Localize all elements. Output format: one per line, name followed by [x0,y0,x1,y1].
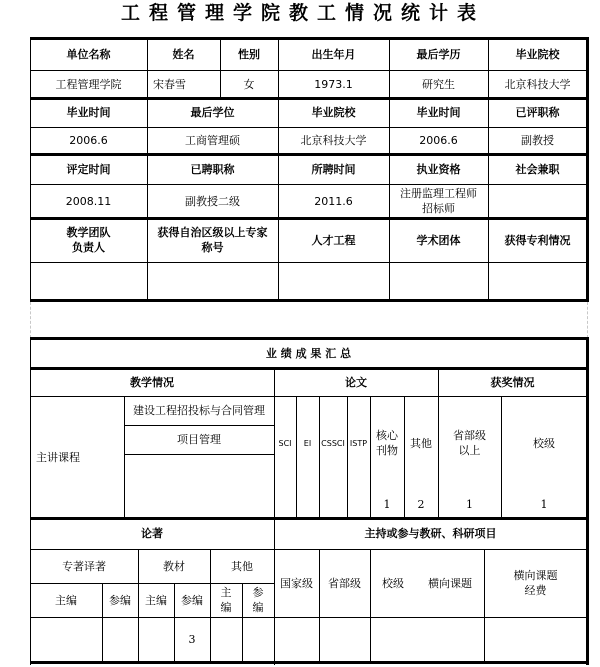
field-value [30,184,147,218]
field-label-text: 毕业时间 [66,106,111,119]
field-label [389,154,488,184]
page-break-line [587,302,588,338]
field-value-text: 注册监理工程师 招标师 [400,187,477,215]
works-group-text: 教材 [163,559,185,573]
field-value [220,70,278,98]
paper-count [296,490,319,518]
works-role [102,583,138,617]
field-label [488,98,587,127]
award-count [501,490,587,518]
grid-line [278,38,279,300]
field-label-text: 获得自治区级以上专家 称号 [157,226,268,254]
grid-line [296,396,297,518]
works-count [242,617,274,662]
award-level [501,396,587,490]
grid-line [370,396,371,518]
field-label-text: 获得专利情况 [504,233,571,247]
field-label-text: 社会兼职 [515,162,560,176]
field-value [488,70,587,98]
grid-line [370,549,371,662]
field-label-text: 最后学历 [416,47,461,61]
field-label [220,38,278,70]
field-value [488,184,587,218]
paper-type [296,396,319,490]
course-name-text: 项目管理 [177,433,221,446]
project-funding-text: 横向课题 经费 [513,569,558,597]
field-value-text: 2011.6 [314,194,353,208]
award-level-text: 校级 [533,436,555,450]
project-level [274,549,319,617]
paper-type-text: EI [303,438,312,448]
projects-header [274,518,587,549]
field-value [488,262,587,300]
works-count [102,617,138,662]
field-label-text: 评定时间 [66,162,111,176]
field-label [147,218,278,262]
field-value [278,127,389,154]
paper-count [404,490,438,518]
project-funding [484,549,587,617]
field-label [147,154,278,184]
grid-line [319,549,320,662]
works-count-text: 3 [188,633,196,646]
grid-line [488,38,489,300]
paper-type-text: 核心 刊物 [376,429,398,457]
grid-line [30,396,589,397]
grid-line [30,37,589,40]
field-label-text: 性别 [238,47,260,61]
teaching-header-text: 教学情况 [130,375,174,389]
works-role [210,583,242,617]
grid-line [30,299,589,302]
grid-line [147,38,148,300]
field-value-text: 副教授二级 [185,194,240,208]
section-title-text: 业 绩 成 果 汇 总 [265,346,352,360]
project-count [484,617,587,662]
field-value [147,262,278,300]
page-title: 工程管理学院教工情况统计表 [120,2,485,24]
field-value [278,70,389,98]
field-value-text: 女 [243,77,255,91]
field-label-text: 出生年月 [311,47,356,61]
project-level-text: 横向课题 [428,576,472,590]
field-value-text: 2006.6 [419,134,458,147]
field-label-text: 姓名 [172,47,195,61]
project-level [370,549,484,617]
works-role-text: 主编 [145,593,167,607]
field-label-text: 单位名称 [66,47,111,61]
field-value-text: 研究生 [422,77,455,91]
course-name [124,396,274,425]
grid-line [586,38,589,301]
field-label-text: 所聘时间 [311,162,356,176]
paper-type [347,396,370,490]
course-name [124,454,274,518]
paper-count [274,490,296,518]
field-value-text: 宋春雪 [153,77,186,91]
teaching-header [30,368,274,396]
project-level-text: 校级 [382,576,404,590]
field-label [30,154,147,184]
field-value-text: 工商管理硕 [185,134,240,147]
project-level-text: 省部级 [328,576,361,590]
grid-line [124,396,125,518]
projects-header-text: 主持或参与教研、科研项目 [364,527,497,540]
field-value-text: 2006.6 [69,134,108,147]
project-level [319,549,370,617]
course-label [30,396,124,518]
field-value [147,127,278,154]
works-group-text: 其他 [231,559,253,573]
field-value [278,184,389,218]
field-label-text: 毕业院校 [311,106,356,119]
field-value [30,127,147,154]
grid-line [30,583,274,584]
paper-type-text: SCI [278,438,292,448]
grid-line [174,583,175,662]
field-value-text: 北京科技大学 [300,134,367,147]
grid-line [30,549,589,550]
field-value [147,184,278,218]
field-label [278,98,389,127]
works-group [30,549,138,583]
grid-line [30,153,589,156]
field-label-text: 最后学位 [190,106,235,119]
works-role-text: 参编 [109,593,131,607]
field-value [278,262,389,300]
field-value-text: 副教授 [521,134,554,147]
grid-line [220,38,221,98]
works-role-text: 主 编 [220,586,232,614]
field-value-text: 2008.11 [65,194,112,208]
field-value [389,262,488,300]
field-label [389,38,488,70]
works-group [138,549,210,583]
grid-line [347,396,348,518]
works-count [210,617,242,662]
grid-line [30,661,589,664]
works-header-text: 论著 [141,527,163,540]
field-value [147,70,220,98]
works-count [30,617,102,662]
paper-type-text: ISTP [349,438,368,448]
field-label [488,38,587,70]
project-count [274,617,319,662]
grid-line [124,425,274,426]
grid-line [319,396,320,518]
field-value [30,262,147,300]
section-title [30,338,587,368]
paper-count [347,490,370,518]
works-role [138,583,174,617]
field-label [278,154,389,184]
field-label [488,154,587,184]
project-level-text: 国家级 [280,576,313,590]
works-role-text: 参编 [181,593,203,607]
field-value [389,127,488,154]
field-label-text: 教学团队 负责人 [66,226,111,254]
works-count [174,617,210,662]
works-count [138,617,174,662]
works-role [242,583,274,617]
works-role [174,583,210,617]
project-count [370,617,484,662]
field-label [30,98,147,127]
grid-line [501,396,502,518]
grid-line [210,549,211,662]
grid-line [30,617,589,618]
papers-header [274,368,438,396]
course-label-text: 主讲课程 [36,450,80,464]
grid-line [30,38,31,300]
grid-line [102,583,103,662]
awards-header-text: 获奖情况 [490,375,535,389]
field-label [30,218,147,262]
field-label [30,38,147,70]
works-header [30,518,274,549]
field-label-text: 人才工程 [311,233,356,247]
field-label-text: 已聘职称 [190,162,235,176]
page-break-line [30,302,31,338]
grid-line [438,368,439,518]
papers-header-text: 论文 [345,375,367,389]
field-label [278,218,389,262]
grid-line [30,70,589,71]
field-label [147,98,278,127]
paper-type-text: CSSCI [321,438,345,448]
works-group [210,549,274,583]
paper-count [370,490,404,518]
paper-type [404,396,438,490]
paper-count [319,490,347,518]
field-label [147,38,220,70]
grid-line [30,97,589,100]
grid-line [30,262,589,263]
field-label [389,98,488,127]
award-level [438,396,501,490]
paper-count-text: 1 [383,497,391,511]
field-value [488,127,587,154]
grid-line [30,217,589,220]
works-role [30,583,102,617]
course-name [124,425,274,454]
grid-line [484,549,485,662]
field-label [278,38,389,70]
project-count [319,617,370,662]
paper-type-text: 其他 [410,436,432,450]
grid-line [30,127,589,128]
field-label-text: 学术团体 [416,233,461,247]
field-label [488,218,587,262]
paper-type [370,396,404,490]
grid-line [138,549,139,662]
field-label-text: 毕业时间 [416,106,461,119]
grid-line [124,454,274,455]
works-role-text: 主编 [55,593,77,607]
field-value-text: 工程管理学院 [55,77,122,91]
grid-line [404,396,405,518]
field-label [389,218,488,262]
field-label-text: 已评职称 [515,106,560,119]
award-level-text: 省部级 以上 [453,429,486,457]
paper-type [274,396,296,490]
field-value [30,70,147,98]
award-count [438,490,501,518]
field-label-text: 执业资格 [416,162,461,176]
grid-line [242,583,243,662]
grid-line [30,337,589,340]
field-label-text: 毕业院校 [515,47,560,61]
paper-count-text: 2 [417,497,425,511]
field-value [389,184,488,218]
works-role-text: 参 编 [252,586,264,614]
paper-type [319,396,347,490]
course-name-text: 建设工程招投标与合同管理 [133,404,265,417]
works-group-text: 专著译著 [62,559,106,573]
field-value-text: 北京科技大学 [504,77,571,91]
field-value-text: 1973.1 [314,77,353,91]
grid-line [30,184,589,185]
award-count-text: 1 [466,497,473,511]
field-value [389,70,488,98]
grid-line [30,367,589,370]
awards-header [438,368,587,396]
award-count-text: 1 [540,497,548,511]
grid-line [389,38,390,300]
